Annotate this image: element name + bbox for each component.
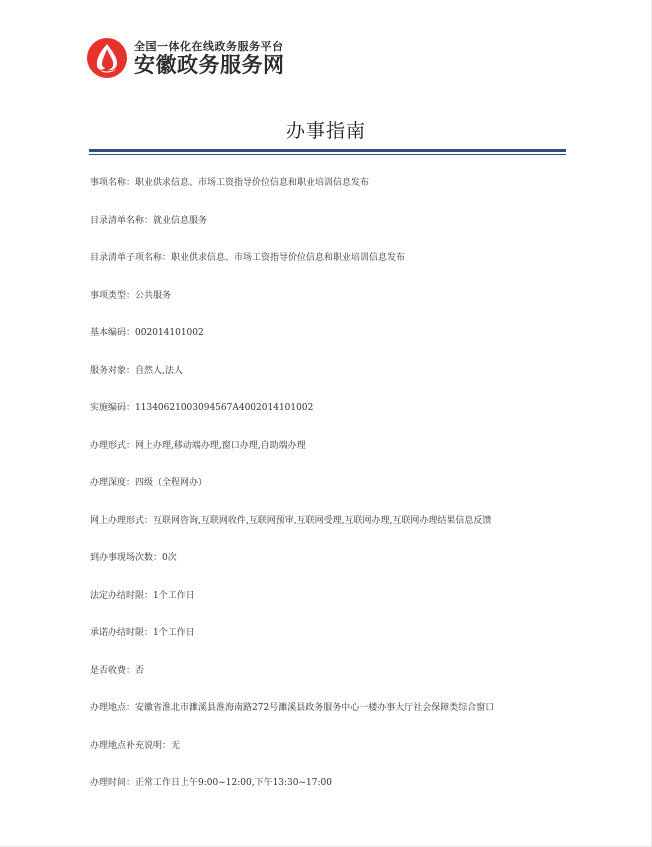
field-value: 0次	[162, 553, 177, 563]
field-value: 网上办理,移动端办理,窗口办理,自助端办理	[135, 440, 306, 451]
field-value: 互联网咨询,互联网收件,互联网预审,互联网受理,互联网办理,互联网办理结果信息反馈	[153, 515, 492, 526]
guide-field	[90, 477, 570, 515]
guide-field	[90, 702, 570, 740]
title-rule-thin	[89, 154, 566, 155]
guide-field	[90, 252, 570, 290]
anhui-logo-icon	[86, 37, 128, 79]
field-value: 就业信息服务	[153, 215, 208, 226]
field-value: 1个工作日	[153, 628, 195, 638]
guide-field-list	[90, 177, 570, 815]
field-value: 职业供求信息、市场工资指导价位信息和职业培训信息发布	[171, 253, 406, 263]
guide-field	[90, 665, 570, 703]
field-value: 否	[135, 665, 145, 676]
field-label: 办理深度：	[90, 478, 136, 488]
logo-subtitle: 全国一体化在线政务服务平台	[134, 39, 284, 53]
guide-field	[90, 365, 570, 403]
guide-field	[90, 627, 570, 665]
guide-field	[90, 590, 570, 628]
field-label: 到办事现场次数：	[90, 553, 163, 563]
field-label: 是否收费：	[90, 665, 136, 676]
guide-field	[90, 177, 570, 215]
field-label: 网上办理形式：	[90, 515, 154, 526]
field-label: 办理地点：	[90, 703, 136, 713]
guide-field	[90, 440, 570, 478]
site-header	[86, 36, 285, 80]
guide-field	[90, 402, 570, 440]
field-label: 基本编码：	[90, 328, 136, 338]
field-value: 1个工作日	[153, 590, 195, 601]
field-value: 职业供求信息、市场工资指导价位信息和职业培训信息发布	[135, 178, 370, 188]
field-label: 办理形式：	[90, 440, 136, 451]
field-label: 目录清单子项名称：	[90, 253, 172, 263]
field-value: 正常工作日上午9:00~12:00,下午13:30~17:00	[135, 778, 332, 788]
field-label: 办理时间：	[90, 778, 136, 788]
logo-title: 安徽政务服务网	[134, 52, 285, 77]
title-rule-thick	[89, 149, 566, 152]
guide-field	[90, 327, 570, 365]
field-label: 办理地点补充说明：	[90, 740, 172, 751]
guide-field	[90, 215, 570, 253]
guide-field	[90, 740, 570, 778]
guide-field	[90, 515, 570, 553]
field-label: 承诺办结时限：	[90, 628, 154, 638]
field-label: 实施编码：	[90, 403, 136, 413]
field-value: 002014101002	[135, 328, 204, 338]
page-title: 办事指南	[285, 120, 366, 142]
logo-text	[134, 41, 285, 76]
field-label: 事项名称：	[90, 178, 136, 188]
field-value: 四级（全程网办）	[135, 478, 208, 488]
field-label: 法定办结时限：	[90, 590, 154, 601]
field-label: 目录清单名称：	[90, 215, 154, 226]
field-label: 事项类型：	[90, 290, 136, 301]
guide-field	[90, 290, 570, 328]
field-value: 无	[171, 740, 181, 751]
guide-field	[90, 552, 570, 590]
field-label: 服务对象：	[90, 365, 136, 376]
field-value: 11340621003094567A4002014101002	[135, 403, 314, 413]
field-value: 安徽省淮北市濉溪县淮海南路272号濉溪县政务服务中心一楼办事大厅社会保障类综合窗口	[135, 703, 495, 713]
field-value: 公共服务	[135, 290, 172, 301]
guide-field	[90, 777, 570, 815]
field-value: 自然人,法人	[135, 365, 183, 376]
